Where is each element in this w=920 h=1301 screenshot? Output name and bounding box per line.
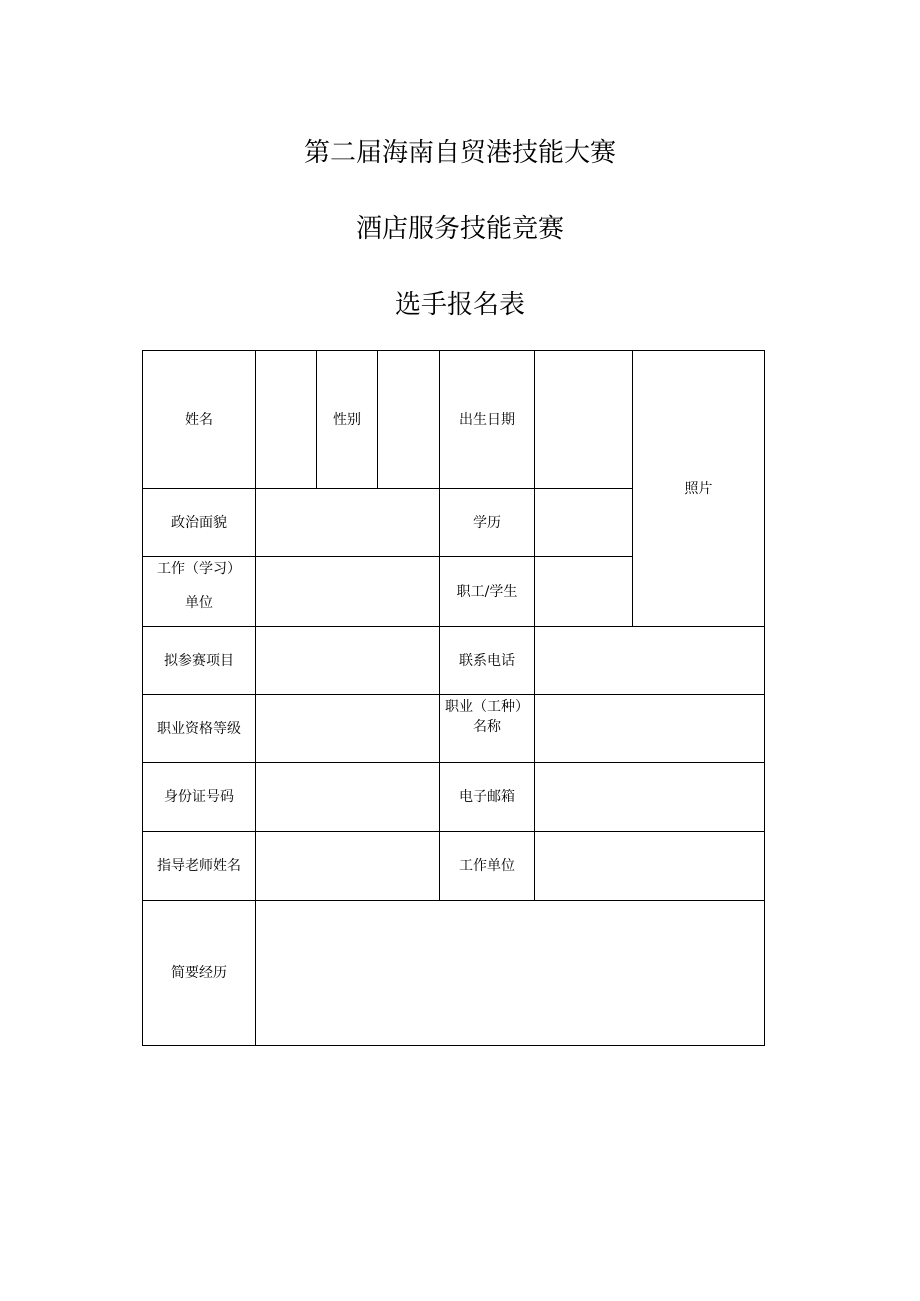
event-value-cell[interactable]: [256, 627, 440, 695]
form-title-competition: 第二届海南自贸港技能大赛: [303, 138, 616, 168]
form-row-name: [143, 351, 765, 489]
resume-label: 简要经历: [143, 901, 256, 1046]
status-value-cell[interactable]: [535, 557, 633, 627]
work-unit-label: [143, 557, 256, 627]
form-row-teacher: [143, 832, 765, 901]
education-label: 学历: [440, 489, 535, 557]
name-label: 姓名: [143, 351, 256, 489]
teacher-unit-value-cell[interactable]: [535, 832, 765, 901]
form-title-registration: 选手报名表: [394, 290, 525, 320]
status-label: 职工/学生: [440, 557, 535, 627]
registration-form-table: [142, 350, 765, 1046]
occupation-label-line2: 名称: [473, 719, 501, 735]
qualification-label: 职业资格等级: [143, 695, 256, 763]
phone-value-cell[interactable]: [535, 627, 765, 695]
political-status-value-cell[interactable]: [256, 489, 440, 557]
photo-label: 照片: [684, 480, 713, 497]
teacher-unit-label: 工作单位: [440, 832, 535, 901]
qualification-value-cell[interactable]: [256, 695, 440, 763]
photo-cell[interactable]: [633, 351, 765, 627]
work-unit-label-line2: 单位: [185, 595, 213, 611]
id-number-label: 身份证号码: [143, 763, 256, 832]
form-row-id: [143, 763, 765, 832]
event-label: 拟参赛项目: [143, 627, 256, 695]
form-row-resume: [143, 901, 765, 1046]
education-value-cell[interactable]: [535, 489, 633, 557]
gender-label: 性别: [317, 351, 378, 489]
gender-value-cell[interactable]: [378, 351, 440, 489]
political-status-label: 政治面貌: [143, 489, 256, 557]
email-value-cell[interactable]: [535, 763, 765, 832]
work-unit-label-line1: 工作（学习）: [157, 561, 241, 577]
form-row-event: [143, 627, 765, 695]
work-unit-value-cell[interactable]: [256, 557, 440, 627]
id-number-value-cell[interactable]: [256, 763, 440, 832]
birth-date-value-cell[interactable]: [535, 351, 633, 489]
teacher-name-label: 指导老师姓名: [143, 832, 256, 901]
name-value-cell[interactable]: [256, 351, 317, 489]
occupation-value-cell[interactable]: [535, 695, 765, 763]
email-label: 电子邮箱: [440, 763, 535, 832]
teacher-name-value-cell[interactable]: [256, 832, 440, 901]
form-title-event: 酒店服务技能竞赛: [355, 214, 564, 244]
resume-value-cell[interactable]: [256, 901, 765, 1046]
birth-date-label: 出生日期: [440, 351, 535, 489]
occupation-label: [440, 695, 535, 763]
phone-label: 联系电话: [440, 627, 535, 695]
occupation-label-line1: 职业（工种）: [445, 699, 529, 715]
form-row-qualification: [143, 695, 765, 763]
